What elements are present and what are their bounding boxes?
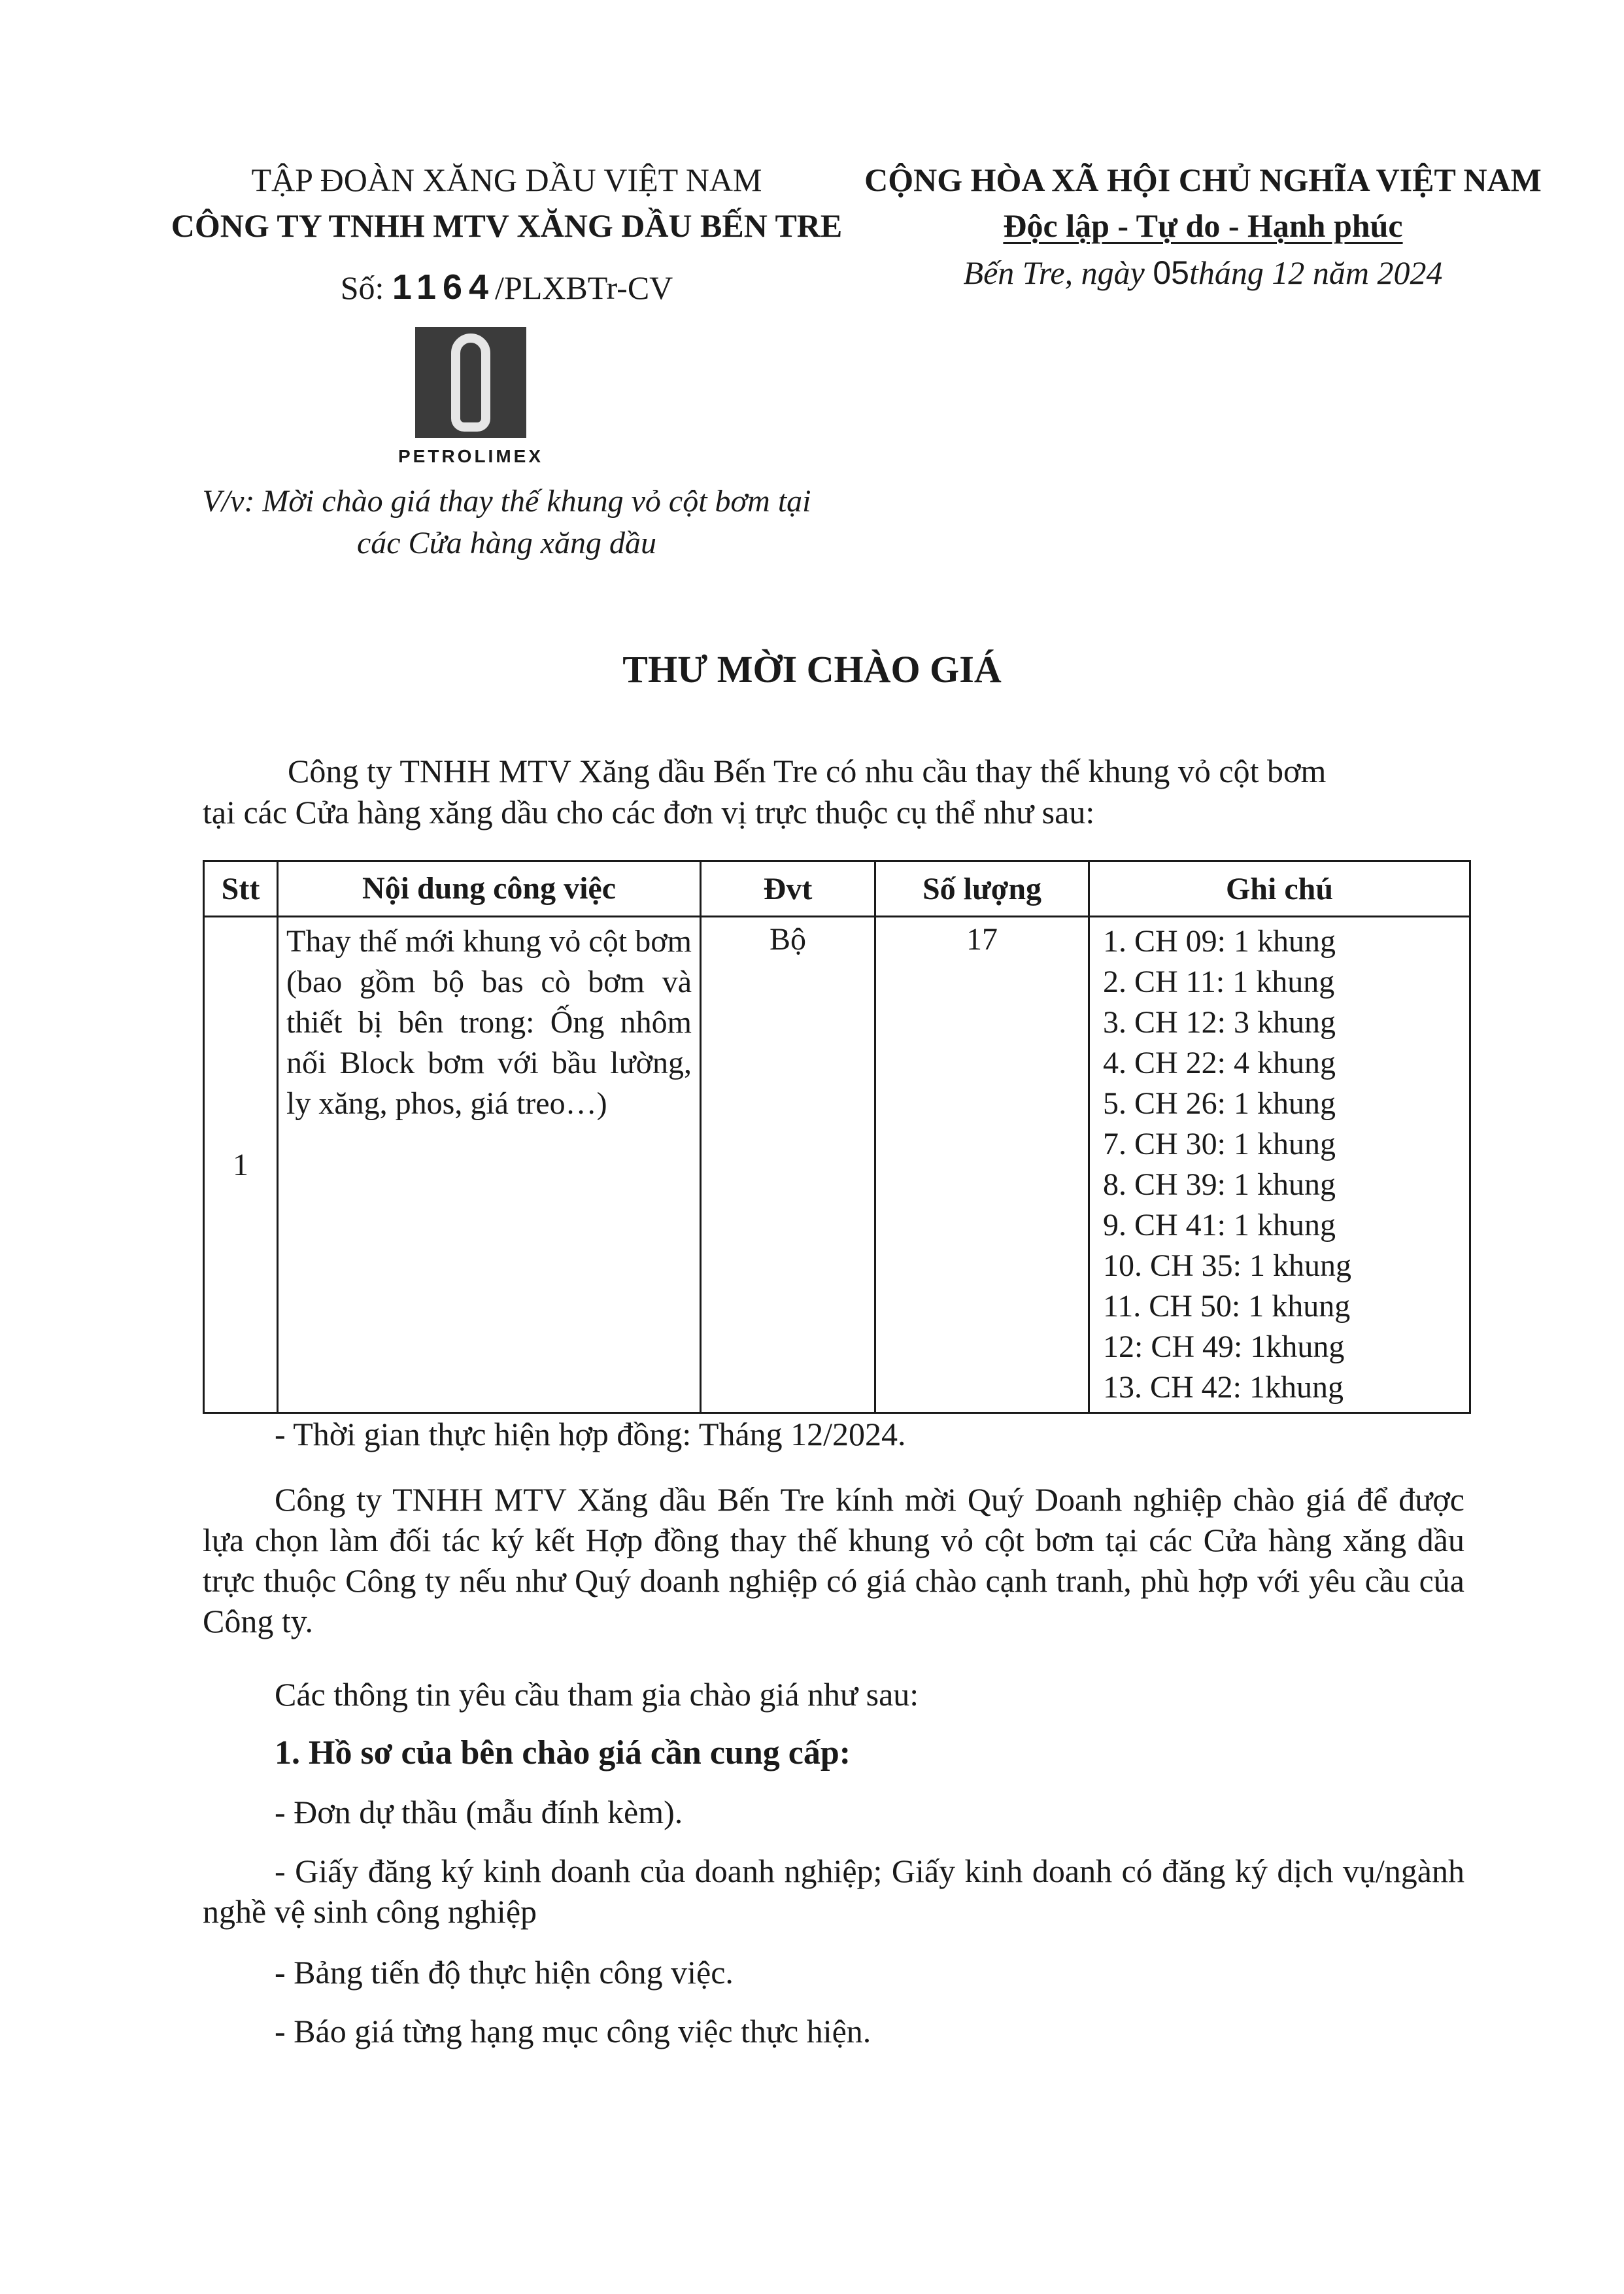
section-1-item: - Đơn dự thầu (mẫu đính kèm). (275, 1794, 683, 1830)
section-1-title: 1. Hồ sơ của bên chào giá cần cung cấp: (275, 1734, 851, 1772)
intro-line-1: Công ty TNHH MTV Xăng dầu Bến Tre có nhu cầu thay thế khung vỏ cột bơm (288, 753, 1327, 789)
group-name: TẬP ĐOÀN XĂNG DẦU VIỆT NAM (251, 162, 762, 198)
motto-text: Độc lập - Tự do - Hạnh phúc (1003, 207, 1403, 244)
subject-line (131, 481, 883, 564)
info-intro: Các thông tin yêu cầu tham gia chào giá như sau: (275, 1676, 919, 1713)
table-row (204, 917, 1470, 1413)
document-number-suffix: /PLXBTr-CV (495, 269, 673, 306)
table-header-row (204, 861, 1470, 917)
logo-brand-text: PETROLIMEX (398, 446, 543, 466)
section-1-item (203, 1851, 1464, 1932)
section-1-item: - Báo giá từng hạng mục công việc thực hiện. (275, 2013, 871, 2049)
issuer-header (131, 157, 883, 311)
invite-paragraph (203, 1479, 1464, 1641)
note-item: 1. CH 09: 1 khung (1103, 924, 1336, 959)
place-date (843, 250, 1563, 296)
header-content: Nội dung công việc (278, 861, 701, 917)
row-quantity: 17 (875, 917, 1089, 1413)
date-prefix: Bến Tre, ngày (963, 254, 1153, 291)
date-day: 05 (1153, 254, 1189, 291)
note-item: 12: CH 49: 1khung (1103, 1329, 1345, 1364)
row-unit: Bộ (701, 917, 875, 1413)
note-item: 8. CH 39: 1 khung (1103, 1167, 1336, 1202)
petrolimex-logo-icon (415, 327, 526, 438)
work-items-table (203, 860, 1471, 1414)
header-quantity: Số lượng (875, 861, 1089, 917)
row-stt: 1 (204, 917, 278, 1413)
subject-line-2: các Cửa hàng xăng dầu (356, 526, 657, 560)
logo-mark (451, 334, 490, 432)
header-stt: Stt (204, 861, 278, 917)
header-unit: Đvt (701, 861, 875, 917)
intro-line-2: tại các Cửa hàng xăng dầu cho các đơn vị trực thuộc cụ thể như sau: (203, 794, 1095, 830)
date-suffix: tháng 12 năm 2024 (1189, 254, 1443, 291)
note-item: 9. CH 41: 1 khung (1103, 1208, 1336, 1242)
document-title: THƯ MỜI CHÀO GIÁ (622, 648, 1002, 691)
document-number (131, 264, 883, 311)
company-name (131, 203, 883, 248)
invite-paragraph-text: Công ty TNHH MTV Xăng dầu Bến Tre kính mời Quý Doanh nghiệp chào giá để được lựa chọn làm đối tác ký kết Hợp đồng thay thế khung vỏ cột bơm tại các Cửa hàng xăng dầu trực thuộc Công ty nếu như Quý doanh nghiệp có giá chào cạnh tranh, phù hợp với yêu cầu của Công ty. (203, 1481, 1464, 1639)
note-item: 3. CH 12: 3 khung (1103, 1005, 1336, 1040)
note-item: 10. CH 35: 1 khung (1103, 1248, 1352, 1283)
national-header (843, 157, 1563, 296)
document-number-prefix: Số: (340, 269, 392, 306)
section-1-item: - Bảng tiến độ thực hiện công việc. (275, 1954, 734, 1991)
country-name: CỘNG HÒA XÃ HỘI CHỦ NGHĨA VIỆT NAM (864, 162, 1542, 198)
company-name-text: CÔNG TY TNHH MTV XĂNG DẦU BẾN TRE (171, 207, 843, 244)
contract-time: - Thời gian thực hiện hợp đồng: Tháng 12/2024. (275, 1416, 906, 1452)
row-content: Thay thế mới khung vỏ cột bơm (bao gồm bộ bas cò bơm và thiết bị bên trong: Ống nhôm nối Block bơm với bầu lường, ly xăng, phos, giá treo…) (278, 917, 701, 1413)
section-1-item-text: - Giấy đăng ký kinh doanh của doanh nghiệp; Giấy kinh doanh có đăng ký dịch vụ/ngành nghề vệ sinh công nghiệp (203, 1853, 1464, 1930)
note-item: 7. CH 30: 1 khung (1103, 1127, 1336, 1161)
header-note: Ghi chú (1089, 861, 1470, 917)
note-item: 11. CH 50: 1 khung (1103, 1289, 1351, 1324)
intro-paragraph (203, 751, 1464, 833)
subject-line-1: V/v: Mời chào giá thay thế khung vỏ cột bơm tại (202, 484, 811, 519)
row-notes (1089, 917, 1470, 1413)
note-item: 5. CH 26: 1 khung (1103, 1086, 1336, 1121)
note-item: 2. CH 11: 1 khung (1103, 965, 1335, 999)
motto (843, 203, 1563, 248)
note-item: 13. CH 42: 1khung (1103, 1370, 1344, 1405)
note-item: 4. CH 22: 4 khung (1103, 1046, 1336, 1080)
document-number-value: 1164 (392, 267, 496, 307)
